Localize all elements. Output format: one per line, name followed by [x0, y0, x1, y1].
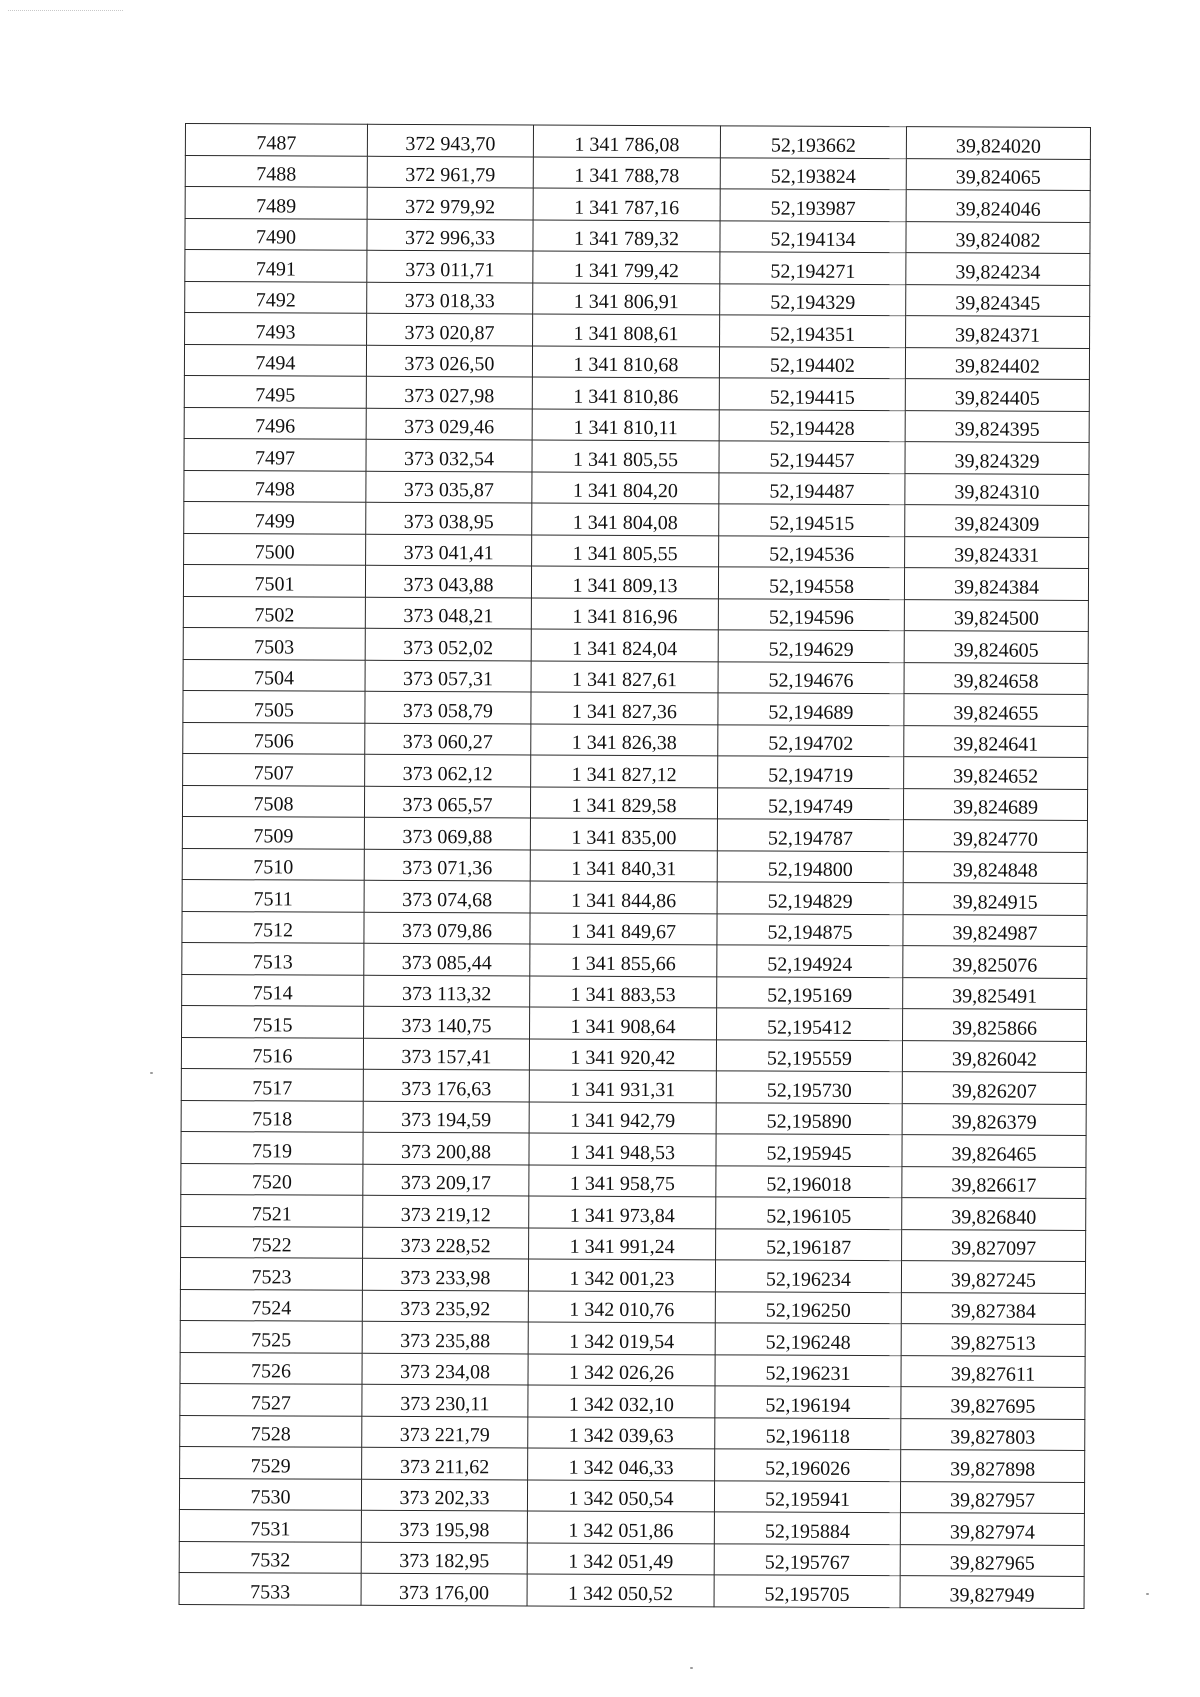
y-coordinate-cell: 1 342 019,54	[528, 1322, 715, 1354]
table-row	[182, 942, 1087, 977]
x-coordinate-cell: 373 219,12	[363, 1195, 529, 1227]
point-number-cell: 7517	[181, 1068, 363, 1100]
y-coordinate-cell: 1 341 788,78	[533, 157, 720, 189]
point-number-cell: 7497	[184, 438, 366, 470]
longitude-cell: 39,824309	[905, 505, 1089, 537]
x-coordinate-cell: 373 026,50	[366, 345, 532, 377]
longitude-cell: 39,825866	[903, 1009, 1087, 1041]
y-coordinate-cell: 1 342 032,10	[528, 1385, 715, 1417]
y-coordinate-cell: 1 342 050,52	[527, 1574, 714, 1606]
x-coordinate-cell: 373 065,57	[364, 786, 530, 818]
x-coordinate-cell: 373 058,79	[365, 691, 531, 723]
y-coordinate-cell: 1 341 827,12	[531, 755, 718, 787]
point-number-cell: 7523	[180, 1257, 362, 1289]
longitude-cell: 39,824689	[903, 788, 1087, 820]
longitude-cell: 39,824915	[903, 883, 1087, 915]
point-number-cell: 7528	[180, 1415, 362, 1447]
longitude-cell: 39,827513	[901, 1324, 1085, 1356]
table-row	[182, 1005, 1087, 1040]
table-row	[181, 1131, 1086, 1166]
latitude-cell: 52,196248	[715, 1323, 901, 1355]
x-coordinate-cell: 373 062,12	[365, 754, 531, 786]
y-coordinate-cell: 1 342 051,86	[527, 1511, 714, 1543]
y-coordinate-cell: 1 342 026,26	[528, 1354, 715, 1386]
table-row	[181, 1194, 1086, 1229]
latitude-cell: 52,196231	[715, 1354, 901, 1386]
y-coordinate-cell: 1 341 810,11	[532, 409, 719, 441]
table-row	[179, 1478, 1084, 1513]
y-coordinate-cell: 1 341 973,84	[529, 1196, 716, 1228]
x-coordinate-cell: 373 027,98	[366, 376, 532, 408]
table-row	[183, 564, 1088, 599]
table-row	[181, 1163, 1086, 1198]
y-coordinate-cell: 1 341 844,86	[530, 881, 717, 913]
y-coordinate-cell: 1 341 786,08	[533, 125, 720, 157]
latitude-cell: 52,196234	[715, 1260, 901, 1292]
y-coordinate-cell: 1 341 855,66	[530, 944, 717, 976]
y-coordinate-cell: 1 342 010,76	[528, 1291, 715, 1323]
x-coordinate-cell: 373 202,33	[361, 1479, 527, 1511]
x-coordinate-cell: 373 233,98	[362, 1258, 528, 1290]
y-coordinate-cell: 1 341 840,31	[530, 850, 717, 882]
x-coordinate-cell: 373 071,36	[364, 849, 530, 881]
longitude-cell: 39,824770	[903, 820, 1087, 852]
table-row	[180, 1289, 1085, 1324]
point-number-cell: 7518	[181, 1100, 363, 1132]
point-number-cell: 7509	[182, 816, 364, 848]
y-coordinate-cell: 1 341 826,38	[531, 724, 718, 756]
latitude-cell: 52,194702	[718, 724, 904, 756]
point-number-cell: 7489	[185, 187, 367, 219]
x-coordinate-cell: 373 194,59	[363, 1101, 529, 1133]
point-number-cell: 7501	[183, 564, 365, 596]
table-row	[182, 879, 1087, 914]
table-row	[185, 187, 1090, 222]
table-row	[185, 281, 1090, 316]
longitude-cell: 39,824652	[904, 757, 1088, 789]
y-coordinate-cell: 1 342 046,33	[528, 1448, 715, 1480]
latitude-cell: 52,195884	[714, 1512, 900, 1544]
latitude-cell: 52,195559	[716, 1039, 902, 1071]
point-number-cell: 7499	[184, 501, 366, 533]
longitude-cell: 39,827611	[901, 1355, 1085, 1387]
latitude-cell: 52,194415	[719, 378, 905, 410]
x-coordinate-cell: 373 157,41	[363, 1038, 529, 1070]
latitude-cell: 52,194787	[717, 819, 903, 851]
table-row	[183, 627, 1088, 662]
point-number-cell: 7500	[184, 533, 366, 565]
x-coordinate-cell: 373 041,41	[366, 534, 532, 566]
point-number-cell: 7530	[179, 1478, 361, 1510]
longitude-cell: 39,824605	[904, 631, 1088, 663]
longitude-cell: 39,827097	[902, 1229, 1086, 1261]
y-coordinate-cell: 1 341 799,42	[533, 251, 720, 283]
longitude-cell: 39,824234	[906, 253, 1090, 285]
x-coordinate-cell: 373 069,88	[364, 817, 530, 849]
y-coordinate-cell: 1 341 789,32	[533, 220, 720, 252]
longitude-cell: 39,824310	[905, 473, 1089, 505]
longitude-cell: 39,824384	[904, 568, 1088, 600]
table-row	[185, 250, 1090, 285]
point-number-cell: 7532	[179, 1541, 361, 1573]
latitude-cell: 52,194719	[718, 756, 904, 788]
point-number-cell: 7526	[180, 1352, 362, 1384]
table-row	[183, 753, 1088, 788]
x-coordinate-cell: 372 996,33	[367, 219, 533, 251]
latitude-cell: 52,194428	[719, 409, 905, 441]
longitude-cell: 39,827898	[901, 1450, 1085, 1482]
x-coordinate-cell: 373 035,87	[366, 471, 532, 503]
y-coordinate-cell: 1 341 824,04	[531, 629, 718, 661]
point-number-cell: 7510	[182, 848, 364, 880]
point-number-cell: 7498	[184, 470, 366, 502]
y-coordinate-cell: 1 342 001,23	[528, 1259, 715, 1291]
y-coordinate-cell: 1 341 908,64	[530, 1007, 717, 1039]
y-coordinate-cell: 1 341 804,08	[532, 503, 719, 535]
x-coordinate-cell: 373 029,46	[366, 408, 532, 440]
point-number-cell: 7493	[185, 313, 367, 345]
x-coordinate-cell: 373 113,32	[364, 975, 530, 1007]
latitude-cell: 52,194487	[719, 472, 905, 504]
point-number-cell: 7533	[179, 1572, 361, 1604]
x-coordinate-cell: 373 011,71	[367, 250, 533, 282]
longitude-cell: 39,824405	[905, 379, 1089, 411]
latitude-cell: 52,194536	[719, 535, 905, 567]
point-number-cell: 7507	[183, 753, 365, 785]
x-coordinate-cell: 373 052,02	[365, 628, 531, 660]
x-coordinate-cell: 373 048,21	[365, 597, 531, 629]
longitude-cell: 39,825076	[903, 946, 1087, 978]
y-coordinate-cell: 1 342 051,49	[527, 1543, 714, 1575]
longitude-cell: 39,824658	[904, 662, 1088, 694]
point-number-cell: 7491	[185, 250, 367, 282]
x-coordinate-cell: 373 140,75	[364, 1006, 530, 1038]
latitude-cell: 52,193987	[720, 189, 906, 221]
table-row	[184, 407, 1089, 442]
point-number-cell: 7514	[182, 974, 364, 1006]
point-number-cell: 7529	[180, 1446, 362, 1478]
table-row	[182, 911, 1087, 946]
latitude-cell: 52,194134	[720, 220, 906, 252]
y-coordinate-cell: 1 341 809,13	[531, 566, 718, 598]
latitude-cell: 52,196194	[715, 1386, 901, 1418]
table-row	[181, 1068, 1086, 1103]
table-row	[185, 124, 1090, 159]
table-row	[179, 1509, 1084, 1544]
x-coordinate-cell: 373 079,86	[364, 912, 530, 944]
latitude-cell: 52,195730	[716, 1071, 902, 1103]
y-coordinate-cell: 1 341 942,79	[529, 1102, 716, 1134]
x-coordinate-cell: 373 234,08	[362, 1353, 528, 1385]
y-coordinate-cell: 1 341 808,61	[533, 314, 720, 346]
longitude-cell: 39,824500	[904, 599, 1088, 631]
y-coordinate-cell: 1 341 948,53	[529, 1133, 716, 1165]
table-row	[179, 1572, 1084, 1607]
point-number-cell: 7516	[181, 1037, 363, 1069]
table-row	[182, 816, 1087, 851]
x-coordinate-cell: 373 060,27	[365, 723, 531, 755]
x-coordinate-cell: 372 961,79	[367, 156, 533, 188]
table-row	[183, 596, 1088, 631]
latitude-cell: 52,193824	[720, 157, 906, 189]
point-number-cell: 7504	[183, 659, 365, 691]
point-number-cell: 7512	[182, 911, 364, 943]
table-row	[180, 1446, 1085, 1481]
table-row	[180, 1257, 1085, 1292]
point-number-cell: 7522	[181, 1226, 363, 1258]
table-row	[185, 155, 1090, 190]
longitude-cell: 39,826379	[902, 1103, 1086, 1135]
latitude-cell: 52,194875	[717, 913, 903, 945]
point-number-cell: 7521	[181, 1194, 363, 1226]
y-coordinate-cell: 1 341 829,58	[530, 787, 717, 819]
latitude-cell: 52,194558	[718, 567, 904, 599]
x-coordinate-cell: 373 228,52	[363, 1227, 529, 1259]
longitude-cell: 39,824402	[905, 347, 1089, 379]
y-coordinate-cell: 1 341 787,16	[533, 188, 720, 220]
y-coordinate-cell: 1 342 039,63	[528, 1417, 715, 1449]
x-coordinate-cell: 373 176,00	[361, 1573, 527, 1605]
point-number-cell: 7524	[180, 1289, 362, 1321]
y-coordinate-cell: 1 341 804,20	[532, 472, 719, 504]
table-row	[180, 1415, 1085, 1450]
x-coordinate-cell: 373 211,62	[362, 1447, 528, 1479]
coordinates-table	[179, 123, 1091, 1608]
point-number-cell: 7531	[179, 1509, 361, 1541]
y-coordinate-cell: 1 341 835,00	[530, 818, 717, 850]
latitude-cell: 52,194351	[720, 315, 906, 347]
y-coordinate-cell: 1 341 958,75	[529, 1165, 716, 1197]
point-number-cell: 7495	[184, 375, 366, 407]
latitude-cell: 52,194457	[719, 441, 905, 473]
point-number-cell: 7515	[182, 1005, 364, 1037]
longitude-cell: 39,824020	[906, 127, 1090, 159]
latitude-cell: 52,196018	[716, 1165, 902, 1197]
point-number-cell: 7494	[184, 344, 366, 376]
point-number-cell: 7492	[185, 281, 367, 313]
latitude-cell: 52,196250	[715, 1291, 901, 1323]
x-coordinate-cell: 373 182,95	[361, 1542, 527, 1574]
point-number-cell: 7487	[185, 124, 367, 156]
y-coordinate-cell: 1 341 991,24	[529, 1228, 716, 1260]
longitude-cell: 39,826617	[902, 1166, 1086, 1198]
x-coordinate-cell: 373 018,33	[367, 282, 533, 314]
y-coordinate-cell: 1 341 920,42	[529, 1039, 716, 1071]
latitude-cell: 52,194402	[719, 346, 905, 378]
longitude-cell: 39,827957	[900, 1481, 1084, 1513]
x-coordinate-cell: 373 209,17	[363, 1164, 529, 1196]
table-row	[182, 785, 1087, 820]
table-row	[184, 344, 1089, 379]
table-row	[185, 218, 1090, 253]
x-coordinate-cell: 373 176,63	[363, 1069, 529, 1101]
x-coordinate-cell: 373 221,79	[362, 1416, 528, 1448]
x-coordinate-cell: 373 085,44	[364, 943, 530, 975]
point-number-cell: 7488	[185, 155, 367, 187]
y-coordinate-cell: 1 341 805,55	[532, 440, 719, 472]
y-coordinate-cell: 1 341 806,91	[533, 283, 720, 315]
point-number-cell: 7527	[180, 1383, 362, 1415]
longitude-cell: 39,824345	[906, 284, 1090, 316]
latitude-cell: 52,194629	[718, 630, 904, 662]
x-coordinate-cell: 372 943,70	[367, 124, 533, 156]
table-row	[182, 848, 1087, 883]
longitude-cell: 39,827384	[901, 1292, 1085, 1324]
longitude-cell: 39,824329	[905, 442, 1089, 474]
x-coordinate-cell: 373 038,95	[366, 502, 532, 534]
coordinates-table-body	[179, 124, 1090, 1608]
longitude-cell: 39,824331	[905, 536, 1089, 568]
scan-speck	[1146, 1593, 1149, 1595]
table-row	[184, 438, 1089, 473]
latitude-cell: 52,194515	[719, 504, 905, 536]
point-number-cell: 7506	[183, 722, 365, 754]
table-row	[184, 501, 1089, 536]
point-number-cell: 7502	[183, 596, 365, 628]
latitude-cell: 52,196118	[715, 1417, 901, 1449]
y-coordinate-cell: 1 341 810,68	[532, 346, 719, 378]
longitude-cell: 39,827245	[901, 1261, 1085, 1293]
point-number-cell: 7519	[181, 1131, 363, 1163]
table-row	[179, 1541, 1084, 1576]
latitude-cell: 52,194749	[717, 787, 903, 819]
point-number-cell: 7511	[182, 879, 364, 911]
longitude-cell: 39,826042	[902, 1040, 1086, 1072]
table-row	[180, 1320, 1085, 1355]
y-coordinate-cell: 1 341 883,53	[530, 976, 717, 1008]
point-number-cell: 7508	[182, 785, 364, 817]
y-coordinate-cell: 1 341 810,86	[532, 377, 719, 409]
longitude-cell: 39,824046	[906, 190, 1090, 222]
table-row	[184, 533, 1089, 568]
point-number-cell: 7525	[180, 1320, 362, 1352]
latitude-cell: 52,196105	[716, 1197, 902, 1229]
longitude-cell: 39,824065	[906, 158, 1090, 190]
table-row	[183, 690, 1088, 725]
table-row	[184, 375, 1089, 410]
scan-speck	[690, 1667, 693, 1669]
table-row	[183, 659, 1088, 694]
longitude-cell: 39,827974	[900, 1513, 1084, 1545]
latitude-cell: 52,194829	[717, 882, 903, 914]
table-row	[180, 1352, 1085, 1387]
latitude-cell: 52,195941	[714, 1480, 900, 1512]
table-row	[183, 722, 1088, 757]
point-number-cell: 7505	[183, 690, 365, 722]
longitude-cell: 39,825491	[903, 977, 1087, 1009]
x-coordinate-cell: 373 230,11	[362, 1384, 528, 1416]
table-row	[181, 1226, 1086, 1261]
point-number-cell: 7513	[182, 942, 364, 974]
y-coordinate-cell: 1 341 805,55	[532, 535, 719, 567]
table-row	[181, 1037, 1086, 1072]
latitude-cell: 52,194676	[718, 661, 904, 693]
x-coordinate-cell: 373 235,88	[362, 1321, 528, 1353]
y-coordinate-cell: 1 341 827,61	[531, 661, 718, 693]
x-coordinate-cell: 373 020,87	[367, 313, 533, 345]
longitude-cell: 39,824082	[906, 221, 1090, 253]
y-coordinate-cell: 1 341 827,36	[531, 692, 718, 724]
latitude-cell: 52,195705	[714, 1575, 900, 1607]
latitude-cell: 52,194271	[720, 252, 906, 284]
y-coordinate-cell: 1 341 849,67	[530, 913, 717, 945]
y-coordinate-cell: 1 341 931,31	[529, 1070, 716, 1102]
table-row	[181, 1100, 1086, 1135]
latitude-cell: 52,195767	[714, 1543, 900, 1575]
longitude-cell: 39,827803	[901, 1418, 1085, 1450]
longitude-cell: 39,824371	[906, 316, 1090, 348]
latitude-cell: 52,195412	[717, 1008, 903, 1040]
x-coordinate-cell: 373 074,68	[364, 880, 530, 912]
point-number-cell: 7503	[183, 627, 365, 659]
scan-artifact-line	[8, 10, 123, 11]
x-coordinate-cell: 373 043,88	[365, 565, 531, 597]
latitude-cell: 52,195890	[716, 1102, 902, 1134]
longitude-cell: 39,824987	[903, 914, 1087, 946]
point-number-cell: 7490	[185, 218, 367, 250]
x-coordinate-cell: 373 032,54	[366, 439, 532, 471]
point-number-cell: 7496	[184, 407, 366, 439]
latitude-cell: 52,194329	[720, 283, 906, 315]
y-coordinate-cell: 1 342 050,54	[527, 1480, 714, 1512]
x-coordinate-cell: 373 195,98	[361, 1510, 527, 1542]
longitude-cell: 39,826840	[902, 1198, 1086, 1230]
latitude-cell: 52,195945	[716, 1134, 902, 1166]
x-coordinate-cell: 373 200,88	[363, 1132, 529, 1164]
x-coordinate-cell: 373 235,92	[362, 1290, 528, 1322]
y-coordinate-cell: 1 341 816,96	[531, 598, 718, 630]
table-row	[185, 313, 1090, 348]
table-row	[182, 974, 1087, 1009]
x-coordinate-cell: 373 057,31	[365, 660, 531, 692]
longitude-cell: 39,824655	[904, 694, 1088, 726]
longitude-cell: 39,824395	[905, 410, 1089, 442]
table-row	[180, 1383, 1085, 1418]
latitude-cell: 52,196187	[716, 1228, 902, 1260]
latitude-cell: 52,193662	[720, 126, 906, 158]
latitude-cell: 52,194924	[717, 945, 903, 977]
table-row	[184, 470, 1089, 505]
longitude-cell: 39,827949	[900, 1576, 1084, 1608]
longitude-cell: 39,824641	[904, 725, 1088, 757]
scan-speck	[150, 1072, 153, 1074]
longitude-cell: 39,827965	[900, 1544, 1084, 1576]
x-coordinate-cell: 372 979,92	[367, 187, 533, 219]
point-number-cell: 7520	[181, 1163, 363, 1195]
latitude-cell: 52,194689	[718, 693, 904, 725]
latitude-cell: 52,195169	[717, 976, 903, 1008]
latitude-cell: 52,196026	[715, 1449, 901, 1481]
longitude-cell: 39,826465	[902, 1135, 1086, 1167]
longitude-cell: 39,827695	[901, 1387, 1085, 1419]
longitude-cell: 39,824848	[903, 851, 1087, 883]
latitude-cell: 52,194596	[718, 598, 904, 630]
longitude-cell: 39,826207	[902, 1072, 1086, 1104]
latitude-cell: 52,194800	[717, 850, 903, 882]
